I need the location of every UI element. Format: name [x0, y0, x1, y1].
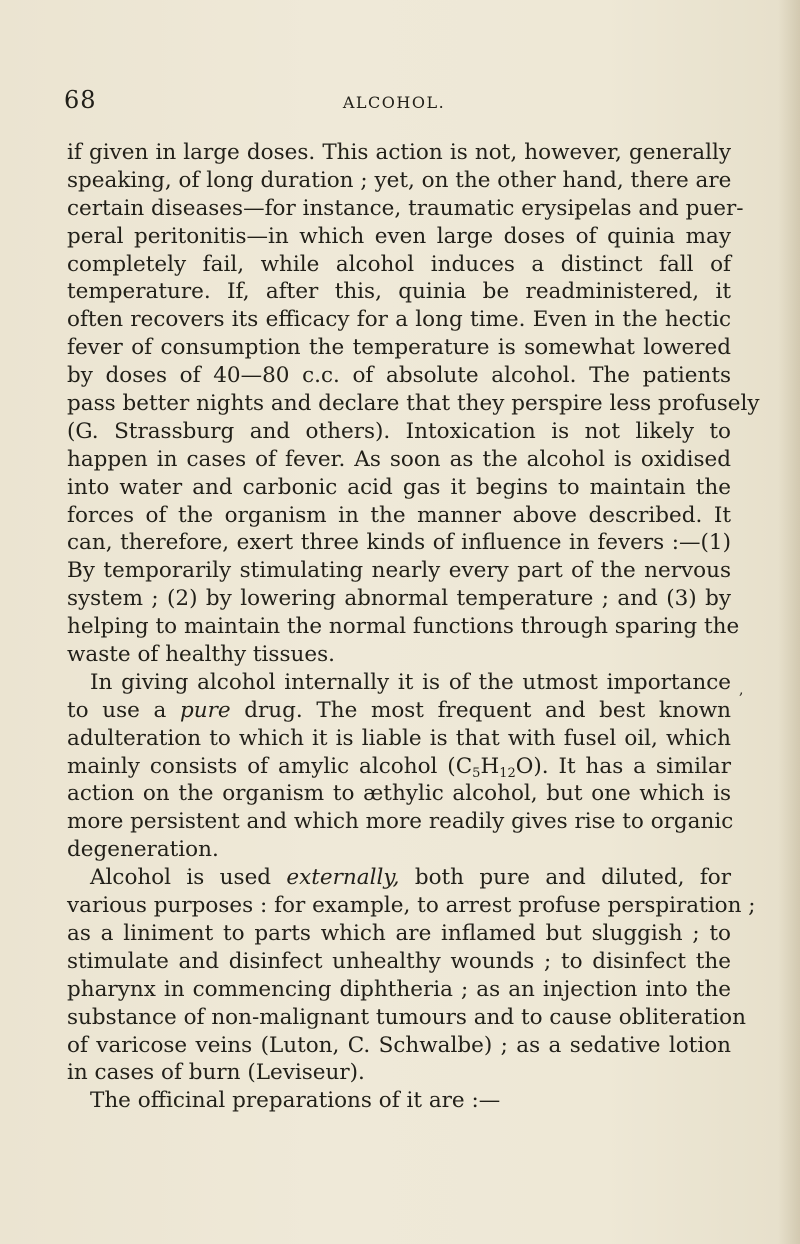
- text-line: temperature. If, after this, quinia be readministered, it: [67, 279, 731, 305]
- text-line: pass better nights and declare that they perspire less profusely: [67, 391, 760, 417]
- paragraph-3: [67, 864, 756, 1087]
- paragraph-2: [67, 669, 734, 864]
- page-number: 68: [64, 86, 97, 114]
- text-line: helping to maintain the normal functions through sparing the: [67, 614, 740, 640]
- text-line: completely fail, while alcohol induces a distinct fall of: [67, 251, 731, 277]
- text-line: happen in cases of fever. As soon as the alcohol is oxidised: [67, 446, 731, 472]
- text-line: in cases of burn (Leviseur).: [67, 1060, 365, 1086]
- paragraph-1: [67, 139, 760, 669]
- text-line: The officinal preparations of it are :—: [90, 1088, 501, 1114]
- text-line: as a liniment to parts which are inflamed but sluggish ; to: [67, 920, 731, 946]
- text-run: to use a: [67, 697, 180, 723]
- text-run: mainly consists of amylic alcohol (C: [67, 753, 473, 779]
- text-line: stimulate and disinfect unhealthy wounds ; to disinfect the: [67, 948, 731, 974]
- text-line: action on the organism to æthylic alcohol, but one which is: [67, 781, 731, 807]
- margin-mark: ,: [739, 682, 744, 698]
- text-line: waste of healthy tissues.: [67, 642, 335, 668]
- text-run: both pure and diluted, for: [399, 865, 732, 891]
- text-line: speaking, of long duration ; yet, on the other hand, there are: [67, 167, 732, 193]
- text-line: [67, 697, 731, 725]
- text-line: substance of non-malignant tumours and to cause obliteration: [67, 1004, 746, 1030]
- text-line: fever of consumption the temperature is somewhat lowered: [67, 335, 731, 361]
- text-run: H: [480, 753, 500, 779]
- text-line: degeneration.: [67, 837, 219, 863]
- text-line: certain diseases—for instance, traumatic erysipelas and puer-: [67, 195, 744, 221]
- text-line: if given in large doses. This action is not, however, generally: [67, 140, 731, 165]
- running-title: ALCOHOL.: [342, 93, 446, 112]
- text-line: into water and carbonic acid gas it begins to maintain the: [67, 474, 731, 500]
- text-line: pharynx in commencing diphtheria ; as an injection into the: [67, 976, 731, 1002]
- running-head: [64, 86, 724, 122]
- page-edge-shadow: [778, 0, 800, 1244]
- body-text: [67, 139, 760, 1115]
- text-line: By temporarily stimulating nearly every part of the nervous: [67, 558, 731, 584]
- text-line: peral peritonitis—in which even large doses of quinia may: [67, 223, 731, 249]
- text-line: can, therefore, exert three kinds of influence in fevers :—(1): [67, 530, 731, 556]
- text-line: [67, 864, 731, 892]
- italic-word: pure: [179, 697, 231, 723]
- text-line: adulteration to which it is liable is that with fusel oil, which: [67, 725, 731, 751]
- text-line: (G. Strassburg and others). Intoxication is not likely to: [67, 418, 731, 444]
- text-line: by doses of 40—80 c.c. of absolute alcohol. The patients: [67, 363, 731, 389]
- text-line: various purposes : for example, to arrest profuse perspiration ;: [67, 893, 756, 919]
- text-line: [67, 753, 731, 781]
- subscript: 12: [499, 765, 516, 781]
- subscript: 5: [472, 765, 481, 781]
- text-run: Alcohol is used: [90, 865, 287, 891]
- text-line: more persistent and which more readily gives rise to organic: [67, 809, 734, 835]
- text-run: drug. The most frequent and best known: [230, 697, 731, 723]
- text-run: O). It has a similar: [515, 753, 731, 779]
- text-line: forces of the organism in the manner above described. It: [67, 502, 731, 528]
- text-line: In giving alcohol internally it is of the utmost importance: [90, 669, 731, 695]
- text-line: of varicose veins (Luton, C. Schwalbe) ; as a sedative lotion: [67, 1032, 731, 1058]
- paragraph-4: [67, 1087, 731, 1115]
- italic-word: externally,: [286, 865, 400, 891]
- text-line: system ; (2) by lowering abnormal temperature ; and (3) by: [67, 586, 731, 612]
- text-line: often recovers its efficacy for a long time. Even in the hectic: [67, 307, 731, 333]
